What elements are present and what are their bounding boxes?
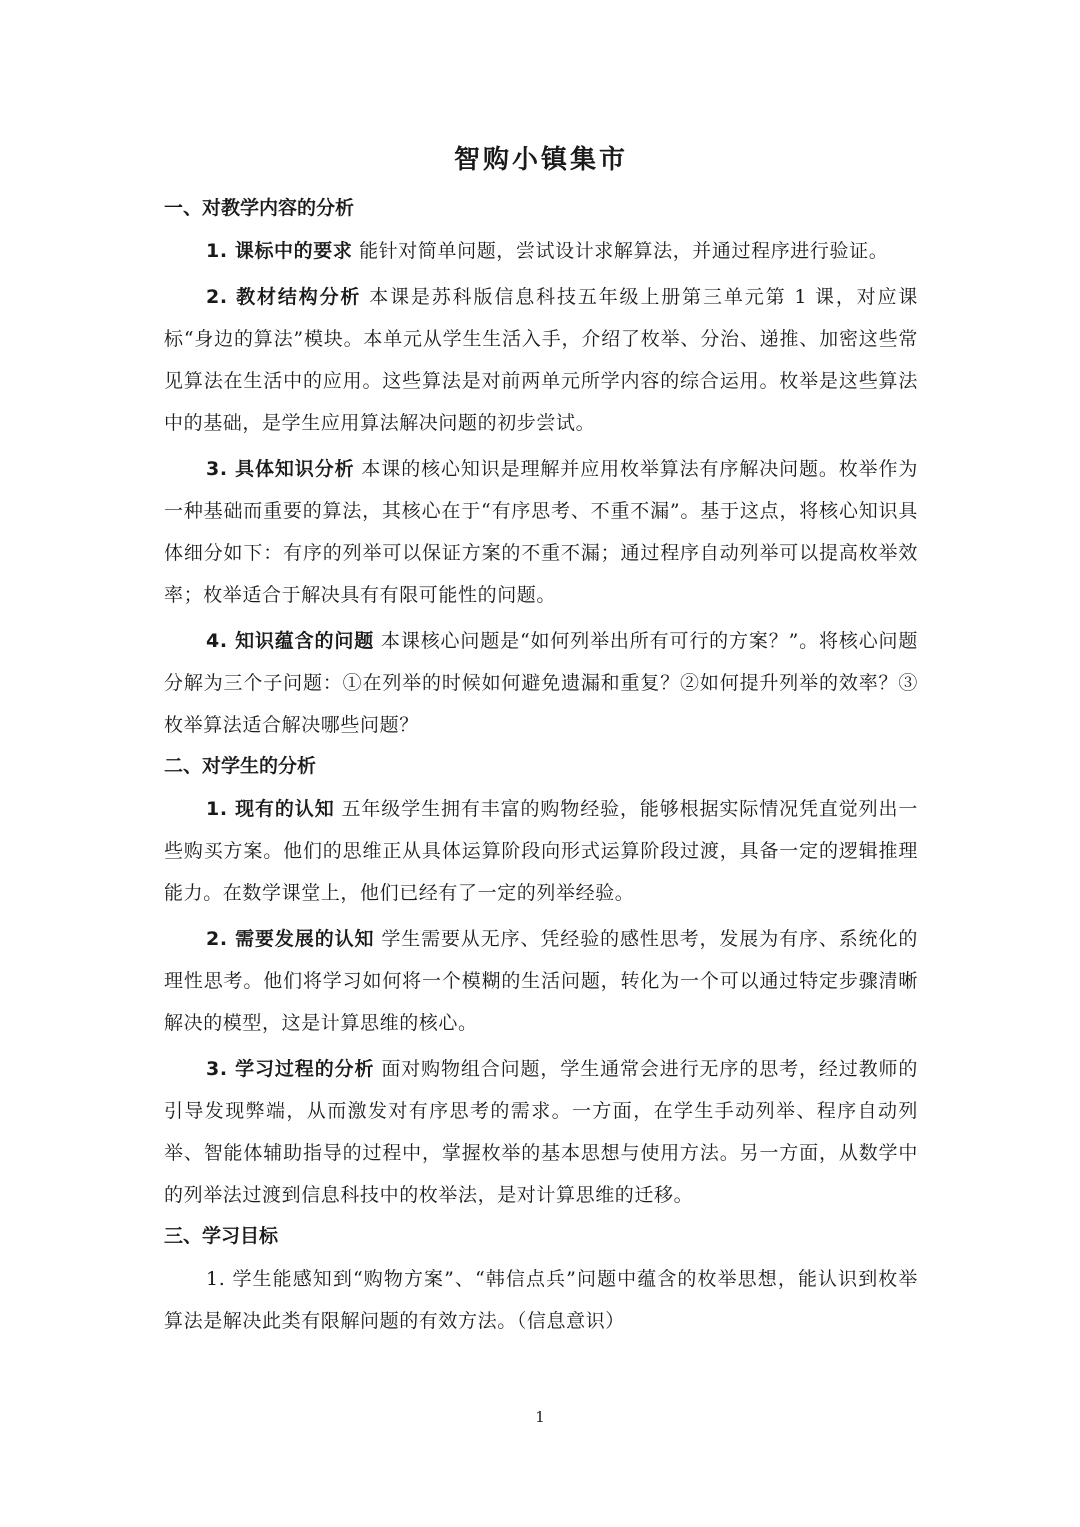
paragraph-text: 本课核心问题是“如何列举出所有可行的方案？”。将核心问题分解为三个子问题：①在列举的时候如何避免遗漏和重复？②如何提升列举的效率？③枚举算法适合解决哪些问题？ (164, 630, 919, 736)
paragraph-text: 本课的核心知识是理解并应用枚举算法有序解决问题。枚举作为一种基础而重要的算法，其核心在于“有序思考、不重不漏”。基于这点，将核心知识具体细分如下：有序的列举可以保证方案的不重不漏；通过程序自动列举可以提高枚举效率；枚举适合于解决具有有限可能性的问题。 (164, 458, 919, 606)
paragraph-text: 学生需要从无序、凭经验的感性思考，发展为有序、系统化的理性思考。他们将学习如何将一个模糊的生活问题，转化为一个可以通过特定步骤清晰解决的模型，这是计算思维的核心。 (164, 928, 919, 1034)
document-title: 智购小镇集市 (453, 145, 628, 175)
paragraph-text: 面对购物组合问题，学生通常会进行无序的思考，经过教师的引导发现弊端，从而激发对有序思考的需求。一方面，在学生手动列举、程序自动列举、智能体辅助指导的过程中，掌握枚举的基本思想与使用方法。另一方面，从数学中的列举法过渡到信息科技中的枚举法，是对计算思维的迁移。 (164, 1058, 919, 1206)
paragraph (164, 276, 918, 444)
paragraph (164, 788, 918, 914)
paragraph (164, 448, 918, 616)
paragraph-label: 1. 现有的认知 (206, 798, 335, 820)
paragraph-text: 能针对简单问题，尝试设计求解算法，并通过程序进行验证。 (359, 240, 889, 262)
paragraph (164, 230, 918, 272)
paragraph (164, 620, 918, 746)
paragraph-label: 1. 课标中的要求 (206, 240, 353, 262)
paragraph-label: 4. 知识蕴含的问题 (206, 630, 375, 652)
paragraph-text: 1. 学生能感知到“购物方案”、“韩信点兵”问题中蕴含的枚举思想，能认识到枚举算法是解决此类有限解问题的有效方法。（信息意识） (164, 1268, 918, 1332)
paragraph-label: 3. 具体知识分析 (206, 458, 355, 480)
paragraph (164, 918, 918, 1044)
paragraph (164, 1258, 918, 1342)
paragraph-label: 2. 教材结构分析 (206, 286, 362, 308)
section-heading: 三、学习目标 (164, 1225, 279, 1247)
paragraph-text: 本课是苏科版信息科技五年级上册第三单元第 1 课，对应课标“身边的算法”模块。本单元从学生生活入手，介绍了枚举、分治、递推、加密这些常见算法在生活中的应用。这些算法是对前两单元所学内容的综合运用。枚举是这些算法中的基础，是学生应用算法解决问题的初步尝试。 (164, 286, 919, 434)
section-heading: 一、对教学内容的分析 (164, 197, 355, 219)
document-body (164, 140, 918, 1346)
paragraph (164, 1048, 918, 1216)
page-number: 1 (535, 1408, 545, 1426)
section-heading: 二、对学生的分析 (164, 755, 317, 777)
paragraph-text: 五年级学生拥有丰富的购物经验，能够根据实际情况凭直觉列出一些购买方案。他们的思维正从具体运算阶段向形式运算阶段过渡，具备一定的逻辑推理能力。在数学课堂上，他们已经有了一定的列举经验。 (164, 798, 919, 904)
paragraph-label: 3. 学习过程的分析 (206, 1058, 375, 1080)
paragraph-label: 2. 需要发展的认知 (206, 928, 375, 950)
